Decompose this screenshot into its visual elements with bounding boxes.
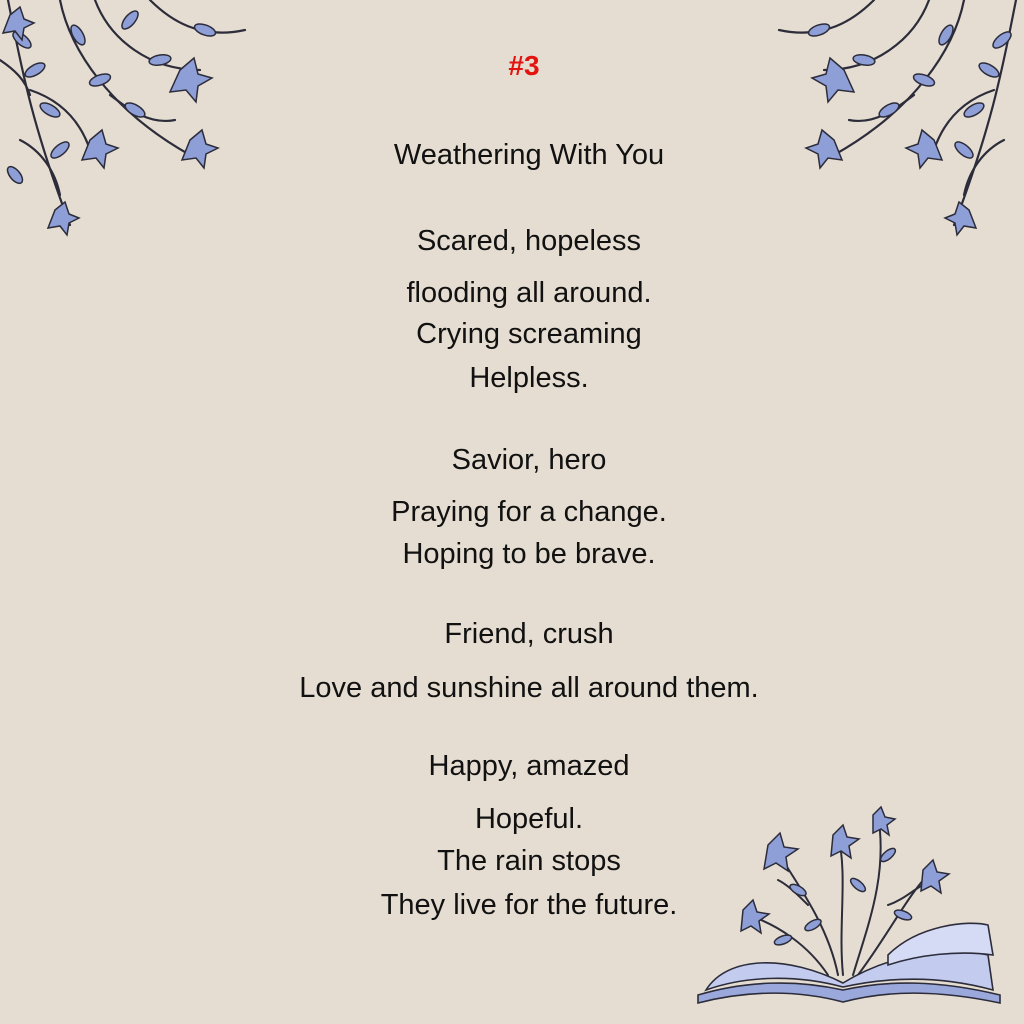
poem-line: Scared, hopeless bbox=[416, 225, 642, 257]
poem-line: Savior, hero bbox=[451, 444, 607, 476]
poem-line: Happy, amazed bbox=[428, 750, 630, 782]
poem-line: Helpless. bbox=[469, 362, 589, 394]
poem-number: #3 bbox=[508, 50, 540, 81]
poem-line: The rain stops bbox=[437, 845, 621, 877]
floral-branch-icon bbox=[0, 0, 260, 245]
poem-line: Praying for a change. bbox=[391, 496, 667, 528]
poem-title: Weathering With You bbox=[393, 139, 665, 171]
floral-branch-icon bbox=[764, 0, 1024, 245]
poem-line: flooding all around. bbox=[406, 277, 652, 309]
poem-line: They live for the future. bbox=[380, 889, 678, 921]
poem-line: Hoping to be brave. bbox=[402, 538, 656, 570]
poem-line: Friend, crush bbox=[444, 618, 614, 650]
poem-line: Love and sunshine all around them. bbox=[299, 672, 759, 704]
poem-line: Hopeful. bbox=[474, 803, 583, 835]
poem-line: Crying screaming bbox=[416, 318, 642, 350]
